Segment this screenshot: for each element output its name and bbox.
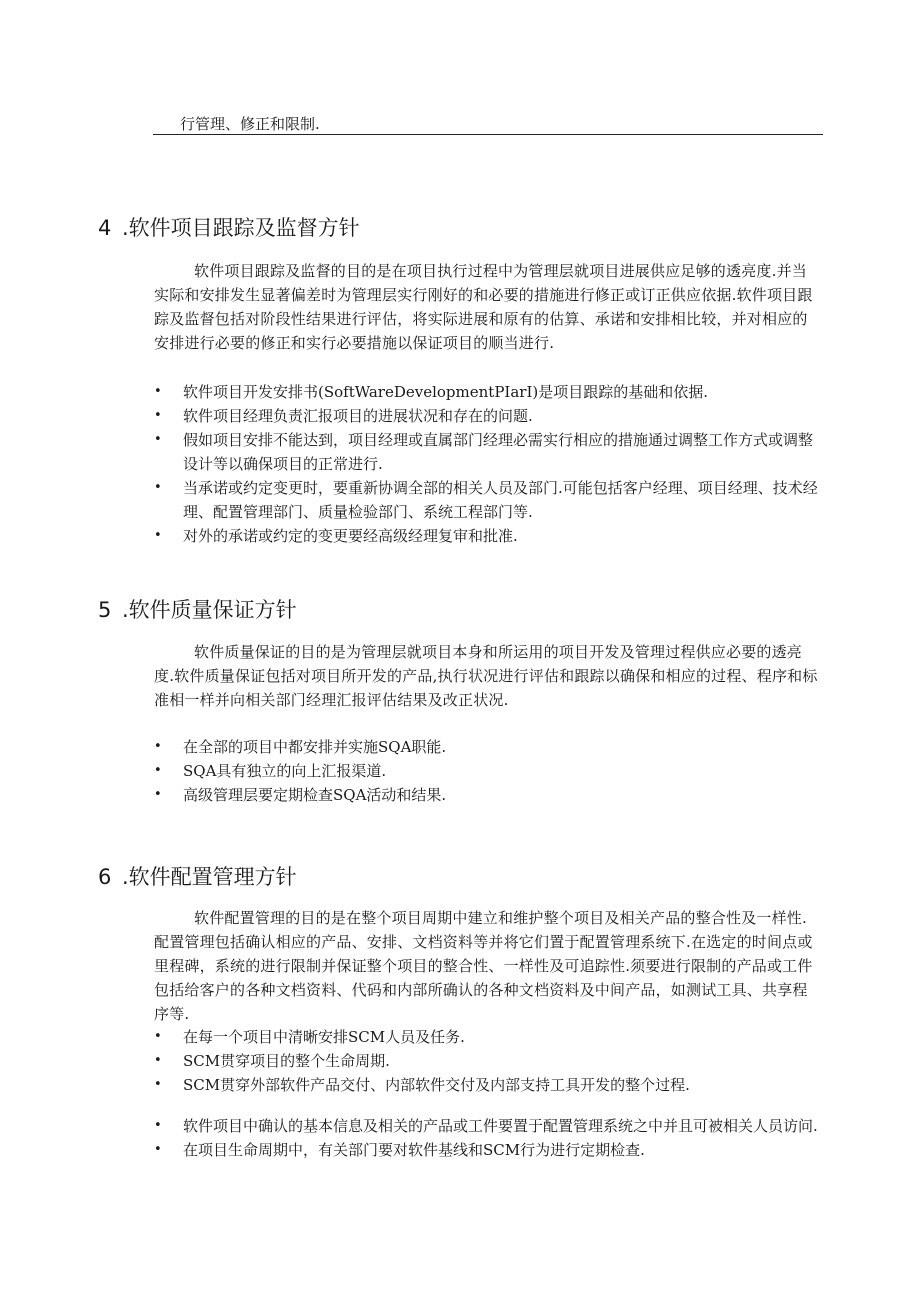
section-title: .软件质量保证方针 [122,598,297,622]
bullet-icon: • [154,432,162,447]
bullet-icon: • [154,787,162,802]
bullet-icon: • [154,1142,162,1157]
bullet-icon: • [154,763,162,778]
bullet-icon: • [154,1029,162,1044]
section-4-bullet-list [154,380,822,548]
section-5-paragraph: 软件质量保证的目的是为管理层就项目本身和所运用的项目开发及管理过程供应必要的透亮度.软件质量保证包括对项目所开发的产品,执行状况进行评估和跟踪以确保和相应的过程、程序和标准相一样并向相关部门经理汇报评估结果及改正状况. [154,643,818,709]
section-6-paragraph: 软件配置管理的目的是在整个项目周期中建立和维护整个项目及相关产品的整合性及一样性.配置管理包括确认相应的产品、安排、文档资料等并将它们置于配置管理系统下.在选定的时间点或里程碑，系统的进行限制并保证整个项目的整合性、一样性及可追踪性.须要进行限制的产品或工件包括给客户的各种文档资料、代码和内部所确认的各种文档资料及中间产品，如测试工具、共享程序等. [154,909,813,1023]
bullet-icon: • [154,480,162,495]
section-number: 5 [98,598,112,622]
list-item: • 对外的承诺或约定的变更要经高级经理复审和批准. [154,524,822,548]
section-5-heading [98,597,297,623]
list-item: • 在每一个项目中清晰安排SCM人员及任务. [154,1025,822,1049]
list-item: • SCM贯穿项目的整个生命周期. [154,1049,822,1073]
section-6-bullet-list-continued [154,1114,822,1162]
list-item: • SCM贯穿外部软件产品交付、内部软件交付及内部支持工具开发的整个过程. [154,1073,822,1097]
bullet-icon: • [154,1118,162,1133]
list-item: • 当承诺或约定变更时，要重新协调全部的相关人员及部门.可能包括客户经理、项目经理、技术经理、配置管理部门、质量检验部门、系统工程部门等. [154,476,822,524]
list-item: • 假如项目安排不能达到，项目经理或直属部门经理必需实行相应的措施通过调整工作方式或调整设计等以确保项目的正常进行. [154,428,822,476]
list-item: • 高级管理层要定期检查SQA活动和结果. [154,783,822,807]
section-title: .软件项目跟踪及监督方针 [122,216,360,240]
list-item: • 软件项目开发安排书(SoftWareDevelopmentPIarI)是项目跟踪的基础和依据. [154,380,822,404]
section-5-bullet-list [154,735,822,807]
section-number: 4 [98,216,112,240]
bullet-icon: • [154,528,162,543]
section-title: .软件配置管理方针 [122,865,297,889]
bullet-icon: • [154,739,162,754]
continued-text-line: 行管理、修正和限制. [153,114,823,135]
section-6-bullet-list [154,1025,822,1097]
bullet-icon: • [154,408,162,423]
list-item: • 在项目生命周期中，有关部门要对软件基线和SCM行为进行定期检查. [154,1138,822,1162]
list-item: • 在全部的项目中都安排并实施SQA职能. [154,735,822,759]
bullet-icon: • [154,1053,162,1068]
list-item: • 软件项目中确认的基本信息及相关的产品或工件要置于配置管理系统之中并且可被相关人员访问. [154,1114,822,1138]
section-4-paragraph: 软件项目跟踪及监督的目的是在项目执行过程中为管理层就项目进展供应足够的透亮度.并当实际和安排发生显著偏差时为管理层实行刚好的和必要的措施进行修正或订正供应依据.软件项目跟踪及监督包括对阶段性结果进行评估，将实际进展和原有的估算、承诺和安排相比较，并对相应的安排进行必要的修正和实行必要措施以保证项目的顺当进行. [154,262,813,352]
section-6-heading [98,864,297,890]
section-number: 6 [98,865,112,889]
list-item: • SQA具有独立的向上汇报渠道. [154,759,822,783]
section-4-heading [98,215,360,241]
list-item: • 软件项目经理负责汇报项目的进展状况和存在的问题. [154,404,822,428]
bullet-icon: • [154,1077,162,1092]
bullet-icon: • [154,384,162,399]
